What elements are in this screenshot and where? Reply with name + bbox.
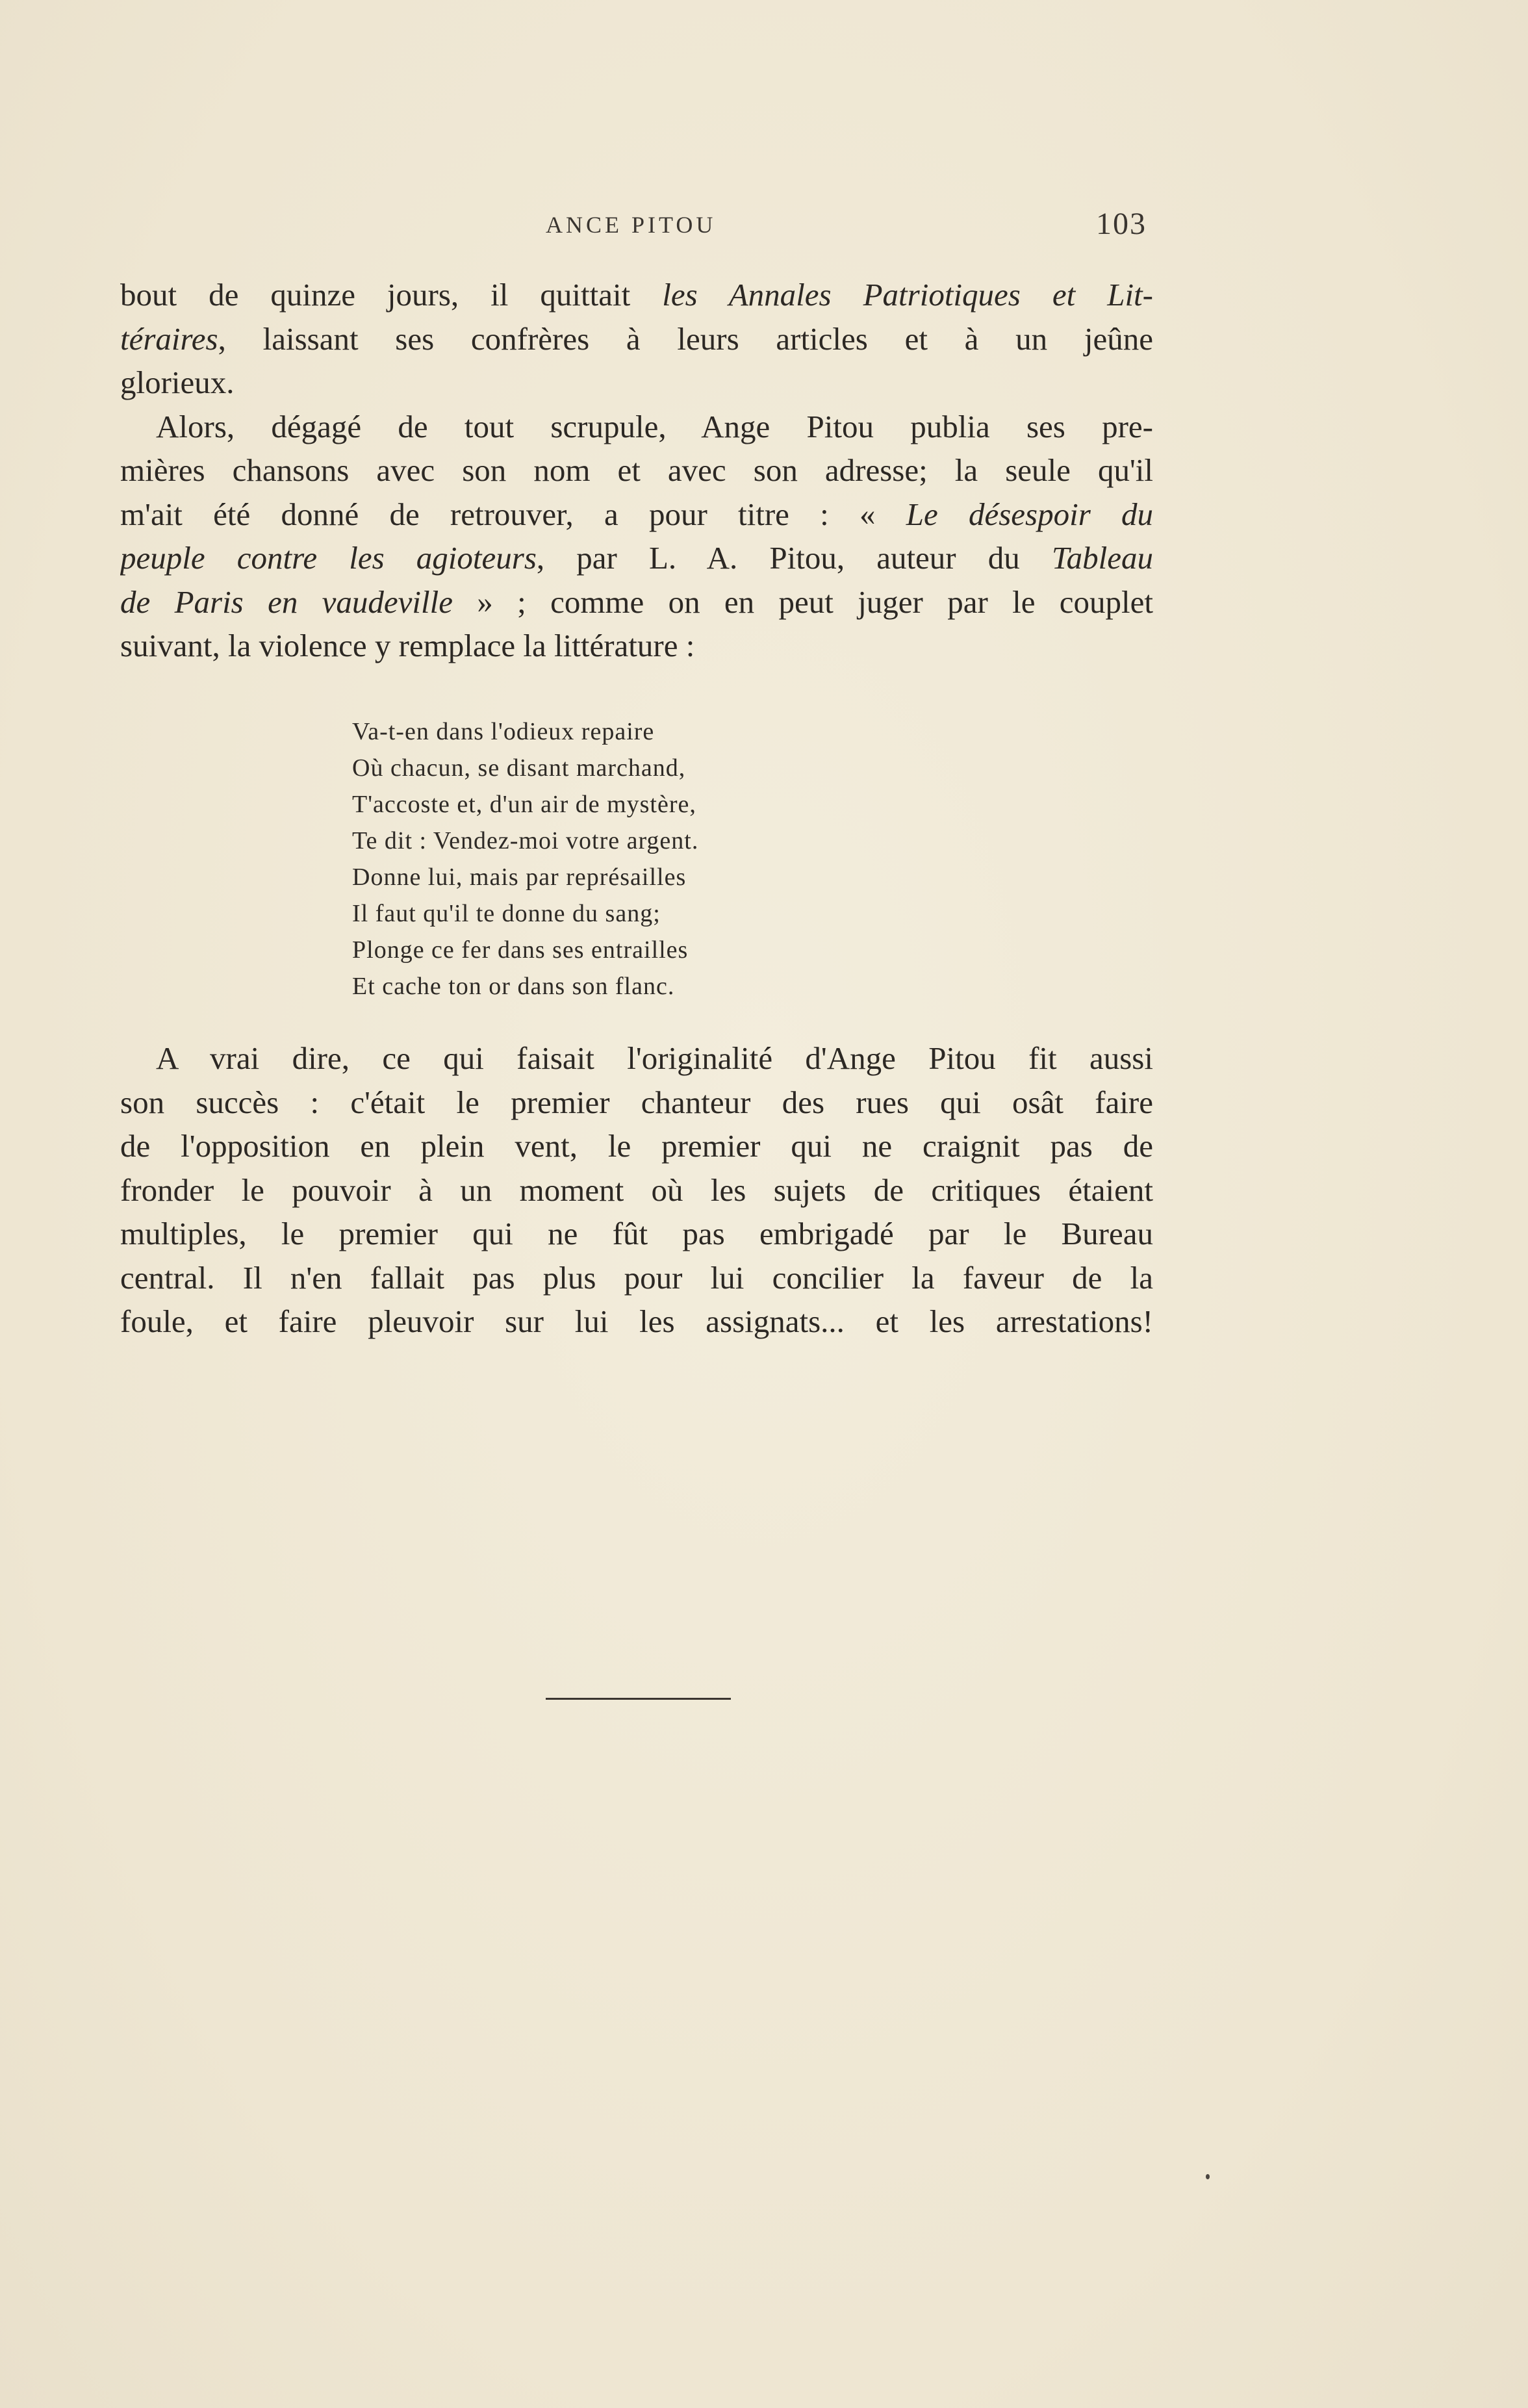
italic-title: de Paris en vaudeville [120,583,453,620]
verse-line: Te dit : Vendez-moi votre argent. [352,827,699,854]
italic-title: téraires [120,320,218,357]
text-line: glorieux. [120,365,235,400]
verse-line: Plonge ce fer dans ses entrailles [352,936,689,964]
section-end-rule [546,1698,731,1700]
verse-line: T'accoste et, d'un air de mystère, [352,791,696,818]
verse-couplet [352,713,846,1005]
text-span: bout de quinze jours, il quittait [120,277,663,313]
text-line: Alors, dégagé de tout scrupule, Ange Pitou publia ses pre- [156,408,1153,444]
verse-line: Il faut qu'il te donne du sang; [352,900,661,927]
italic-title: les Annales Patriotiques et Lit- [662,277,1153,313]
paragraph-continuation [120,273,1153,668]
paper-speck [1206,2174,1210,2179]
text-span: , par L. A. Pitou, auteur du [536,540,1052,576]
text-line [120,317,1153,361]
verse-line: Où chacun, se disant marchand, [352,754,686,782]
text-span: m'ait été donné de retrouver, a pour titre : « [120,496,906,532]
text-line [120,536,1153,580]
text-line [120,273,1153,317]
text-line: foule, et faire pleuvoir sur lui les assignats... et les arrestations! [120,1303,1153,1339]
page-number: 103 [1096,207,1147,241]
verse-line: Donne lui, mais par représailles [352,864,687,891]
paragraph [120,1036,1153,1344]
verse-line: Et cache ton or dans son flanc. [352,973,675,1000]
text-line: multiples, le premier qui ne fût pas embrigadé par le Bureau [120,1216,1153,1251]
text-span: » ; comme on en peut juger par le couplet [452,583,1153,620]
text-line: suivant, la violence y remplace la littérature : [120,628,695,663]
verse-line: Va-t-en dans l'odieux repaire [352,718,655,745]
text-line: de l'opposition en plein vent, le premier qui ne craignit pas de [120,1128,1153,1164]
text-line: mières chansons avec son nom et avec son adresse; la seule qu'il [120,452,1153,488]
running-title: ANCE PITOU [546,212,717,238]
text-line: A vrai dire, ce qui faisait l'originalité d'Ange Pitou fit aussi [156,1040,1153,1076]
text-line [120,493,1153,537]
text-line: central. Il n'en fallait pas plus pour lui concilier la faveur de la [120,1259,1153,1296]
text-line: son succès : c'était le premier chanteur des rues qui osât faire [120,1084,1153,1120]
italic-title: peuple contre les agioteurs [120,540,537,576]
text-span: , laissant ses confrères à leurs articles et à un jeûne [218,320,1153,357]
running-head [120,207,1153,250]
text-line [120,580,1153,624]
text-line: fronder le pouvoir à un moment où les sujets de critiques étaient [120,1172,1153,1208]
italic-title: Le désespoir du [906,496,1153,532]
italic-title: Tableau [1051,540,1153,576]
